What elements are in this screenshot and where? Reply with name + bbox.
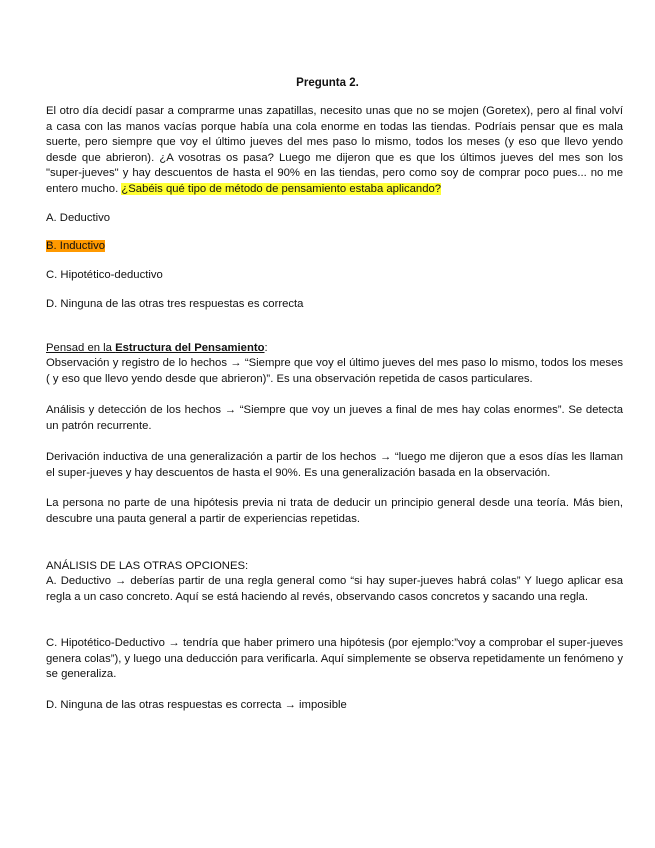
option-d: D. Ninguna de las otras tres respuestas es correcta — [46, 298, 304, 310]
analysis-item: D. Ninguna de las otras respuestas es correcta → imposible — [46, 699, 347, 711]
analysis-item: A. Deductivo → deberías partir de una regla general como “si hay super-jueves habrá colas” Y luego aplicar esa regla a un caso concreto. Aquí se está haciendo al revés, observando casos concretos y sacando una regla. — [46, 575, 623, 603]
explanation-intro: Pensad en la Estructura del Pensamiento: — [46, 342, 268, 354]
question-body: El otro día decidí pasar a comprarme unas zapatillas, necesito unas que no se mojen (Goretex), pero al final volví a casa con las manos vacías porque había una cola enorme en todas las tiendas. Podríais pensar que es mala suerte, pero siempre que voy el último jueves del mes paso lo mismo, todos los meses (y eso que llevo yendo desde que abrieron). ¿A vosotras os pasa? Luego me dijeron que es que los últimos jueves del mes son los "super-jueves" y hay descuentos de hasta el 90% en las tiendas, pero como soy de comprar poco pues... no me entero mucho. — [46, 105, 623, 195]
option-b-selected: B. Inductivo — [46, 240, 106, 252]
question-text — [46, 104, 623, 198]
explanation-intro-bold: Estructura del Pensamiento — [115, 342, 265, 354]
option-a: A. Deductivo — [46, 212, 111, 224]
page-title: Pregunta 2. — [296, 77, 359, 89]
explanation-paragraph: Análisis y detección de los hechos → “Siempre que voy un jueves a final de mes hay colas enormes”. Se detecta un patrón recurrente. — [46, 404, 623, 432]
option-c: C. Hipotético-deductivo — [46, 269, 163, 281]
explanation-paragraph: La persona no parte de una hipótesis previa ni trata de deducir un principio general desde una teoría. Más bien, descubre una pauta general a partir de experiencias repetidas. — [46, 497, 623, 525]
explanation-paragraph: Derivación inductiva de una generalización a partir de los hechos → “luego me dijeron que a esos días les llaman el super-jueves y hay descuentos de hasta el 90%. Es una generalización basada en la observación. — [46, 451, 623, 479]
analysis-heading: ANÁLISIS DE LAS OTRAS OPCIONES: — [46, 560, 249, 572]
question-highlight: ¿Sabéis qué tipo de método de pensamiento estaba aplicando? — [121, 182, 442, 195]
analysis-item: C. Hipotético-Deductivo → tendría que haber primero una hipótesis (por ejemplo:”voy a comprobar el super-jueves genera colas”), y luego una deducción para verificarla. Aquí simplemente se observa repetidamente un fenómeno y se generaliza. — [46, 637, 623, 681]
explanation-paragraph: Observación y registro de lo hechos → “Siempre que voy el último jueves del mes paso lo mismo, todos los meses ( y eso que llevo yendo desde que abrieron)”. Es una observación repetida de casos particulares. — [46, 357, 623, 385]
